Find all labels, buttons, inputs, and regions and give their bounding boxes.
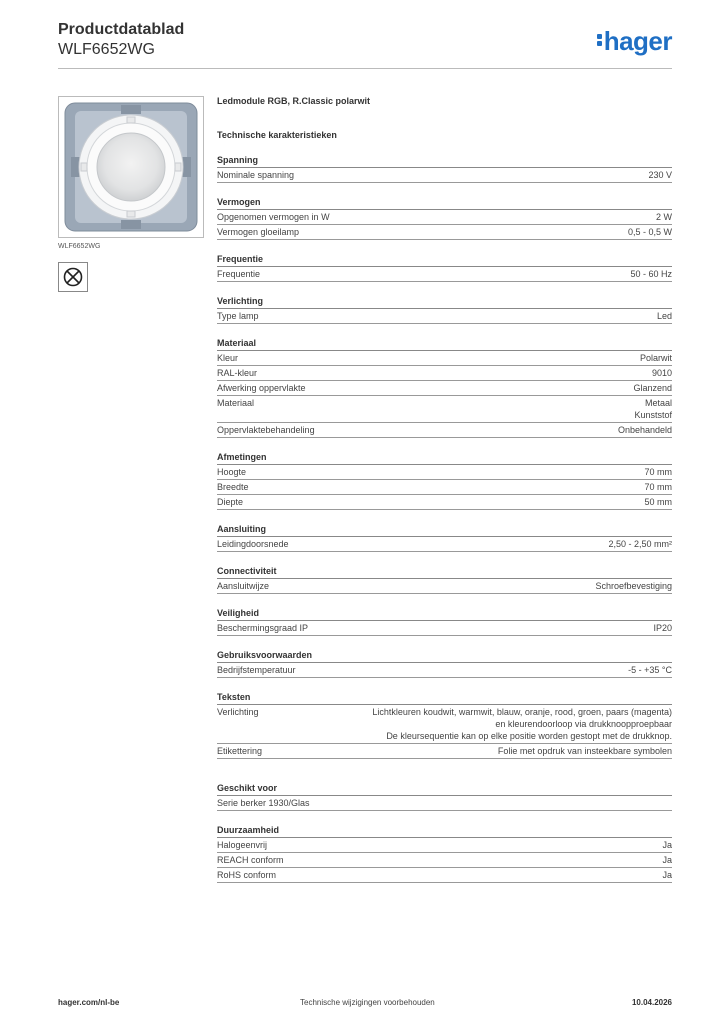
spec-value: IP20 [653, 623, 672, 633]
spec-label: Aansluitwijze [217, 581, 270, 591]
spec-value: Schroefbevestiging [595, 581, 672, 591]
footer-date: 10.04.2026 [631, 998, 672, 1007]
spec-value: 70 mm [644, 482, 672, 492]
footer-website: hager.com/nl-be [58, 998, 120, 1007]
spec-label: RoHS conform [217, 870, 277, 880]
spec-label: Nominale spanning [217, 170, 295, 180]
spec-row [217, 225, 672, 240]
spec-group-title: Veiligheid [217, 607, 672, 621]
spec-group [217, 196, 672, 240]
spec-value: Ja [662, 870, 672, 880]
spec-row [217, 495, 672, 510]
logo-text: hager [603, 26, 672, 56]
spec-group [217, 691, 672, 759]
spec-label: Kleur [217, 353, 239, 363]
hager-logo [597, 26, 672, 57]
spec-group [217, 253, 672, 282]
spec-group [217, 782, 672, 811]
spec-value: -5 - +35 °C [628, 665, 672, 675]
spec-value: Onbehandeld [617, 425, 672, 435]
spec-group-title: Spanning [217, 154, 672, 168]
spec-group [217, 337, 672, 438]
spec-value: 2,50 - 2,50 mm² [608, 539, 672, 549]
spec-label: Oppervlaktebehandeling [217, 425, 315, 435]
product-code: WLF6652WG [58, 41, 155, 58]
spec-value: Polarwit [639, 353, 672, 363]
spec-row [217, 366, 672, 381]
spec-row [217, 381, 672, 396]
logo-dots-icon [597, 32, 603, 48]
spec-row [217, 579, 672, 594]
spec-label: Beschermingsgraad IP [217, 623, 309, 633]
spec-row [217, 423, 672, 438]
led-module-illustration [59, 97, 203, 237]
image-caption: WLF6652WG [58, 243, 101, 250]
spec-group [217, 565, 672, 594]
spec-row [217, 744, 672, 759]
header-divider [58, 68, 672, 69]
spec-label: Opgenomen vermogen in W [217, 212, 330, 222]
technical-characteristics-heading: Technische karakteristieken [217, 130, 337, 140]
spec-row [217, 396, 672, 423]
spec-label: REACH conform [217, 855, 284, 865]
spec-group-title: Gebruiksvoorwaarden [217, 649, 672, 663]
spec-label: Diepte [217, 497, 244, 507]
spec-label: Type lamp [217, 311, 259, 321]
product-name: Ledmodule RGB, R.Classic polarwit [217, 96, 371, 106]
product-image [58, 96, 204, 238]
spec-value: 230 V [648, 170, 672, 180]
spec-group-title: Materiaal [217, 337, 672, 351]
spec-value: Ja [662, 855, 672, 865]
spec-value: Folie met opdruk van insteekbare symbolen [497, 746, 672, 756]
spec-value: Ja [662, 840, 672, 850]
document-header [58, 20, 184, 60]
spec-group [217, 451, 672, 510]
spec-label: Etikettering [217, 746, 263, 756]
spec-content [217, 95, 672, 883]
spec-label: Verlichting [217, 707, 259, 717]
spec-row [217, 663, 672, 678]
spec-row [217, 621, 672, 636]
spec-row [217, 705, 672, 744]
spec-group-title: Aansluiting [217, 523, 672, 537]
spec-label: Afwerking oppervlakte [217, 383, 306, 393]
spec-row [217, 868, 672, 883]
spec-group [217, 295, 672, 324]
spec-label: Halogeenvrij [217, 840, 268, 850]
spec-label: Breedte [217, 482, 249, 492]
spec-value: 2 W [655, 212, 672, 222]
spec-group-title: Geschikt voor [217, 782, 672, 796]
spec-row [217, 480, 672, 495]
spec-label: Leidingdoorsnede [217, 539, 289, 549]
spec-group [217, 649, 672, 678]
spec-value: 50 - 60 Hz [630, 269, 672, 279]
footer-notice: Technische wijzigingen voorbehouden [300, 998, 435, 1007]
spec-row [217, 838, 672, 853]
spec-row [217, 267, 672, 282]
spec-value: 50 mm [644, 497, 672, 507]
spec-value: Glanzend [633, 383, 672, 393]
spec-group [217, 523, 672, 552]
spec-group [217, 154, 672, 183]
spec-group-title: Teksten [217, 691, 672, 705]
spec-group-title: Duurzaamheid [217, 824, 672, 838]
spec-label: Vermogen gloeilamp [217, 227, 300, 237]
spec-label: Frequentie [217, 269, 261, 279]
spec-value: Led [656, 311, 672, 321]
spec-row [217, 309, 672, 324]
spec-label: Serie berker 1930/Glas [217, 798, 310, 808]
page-title: Productdatablad [58, 21, 185, 38]
spec-value: Metaal Kunststof [634, 398, 672, 420]
spec-row [217, 465, 672, 480]
spec-row [217, 796, 672, 811]
spec-label: Hoogte [217, 467, 247, 477]
spec-label: Materiaal [217, 398, 255, 408]
spec-value: Lichtkleuren koudwit, warmwit, blauw, oranje, rood, groen, paars (magenta) en kleurendoorloop via drukknoopproepbaar De kleursequentie kan op elke positie worden gestopt met de drukknop. [372, 707, 672, 741]
spec-group-title: Vermogen [217, 196, 672, 210]
spec-row [217, 351, 672, 366]
spec-value: 9010 [651, 368, 672, 378]
spec-row [217, 537, 672, 552]
spec-group-title: Afmetingen [217, 451, 672, 465]
lamp-symbol-icon [58, 262, 88, 292]
spec-row [217, 853, 672, 868]
spec-group-title: Verlichting [217, 295, 672, 309]
spec-row [217, 210, 672, 225]
spec-group [217, 824, 672, 883]
spec-label: RAL-kleur [217, 368, 258, 378]
spec-row [217, 168, 672, 183]
spec-label: Bedrijfstemperatuur [217, 665, 296, 675]
spec-value: 0,5 - 0,5 W [627, 227, 672, 237]
spec-group-title: Frequentie [217, 253, 672, 267]
spec-groups [217, 154, 672, 883]
spec-value: 70 mm [644, 467, 672, 477]
spec-group-title: Connectiviteit [217, 565, 672, 579]
spec-group [217, 607, 672, 636]
